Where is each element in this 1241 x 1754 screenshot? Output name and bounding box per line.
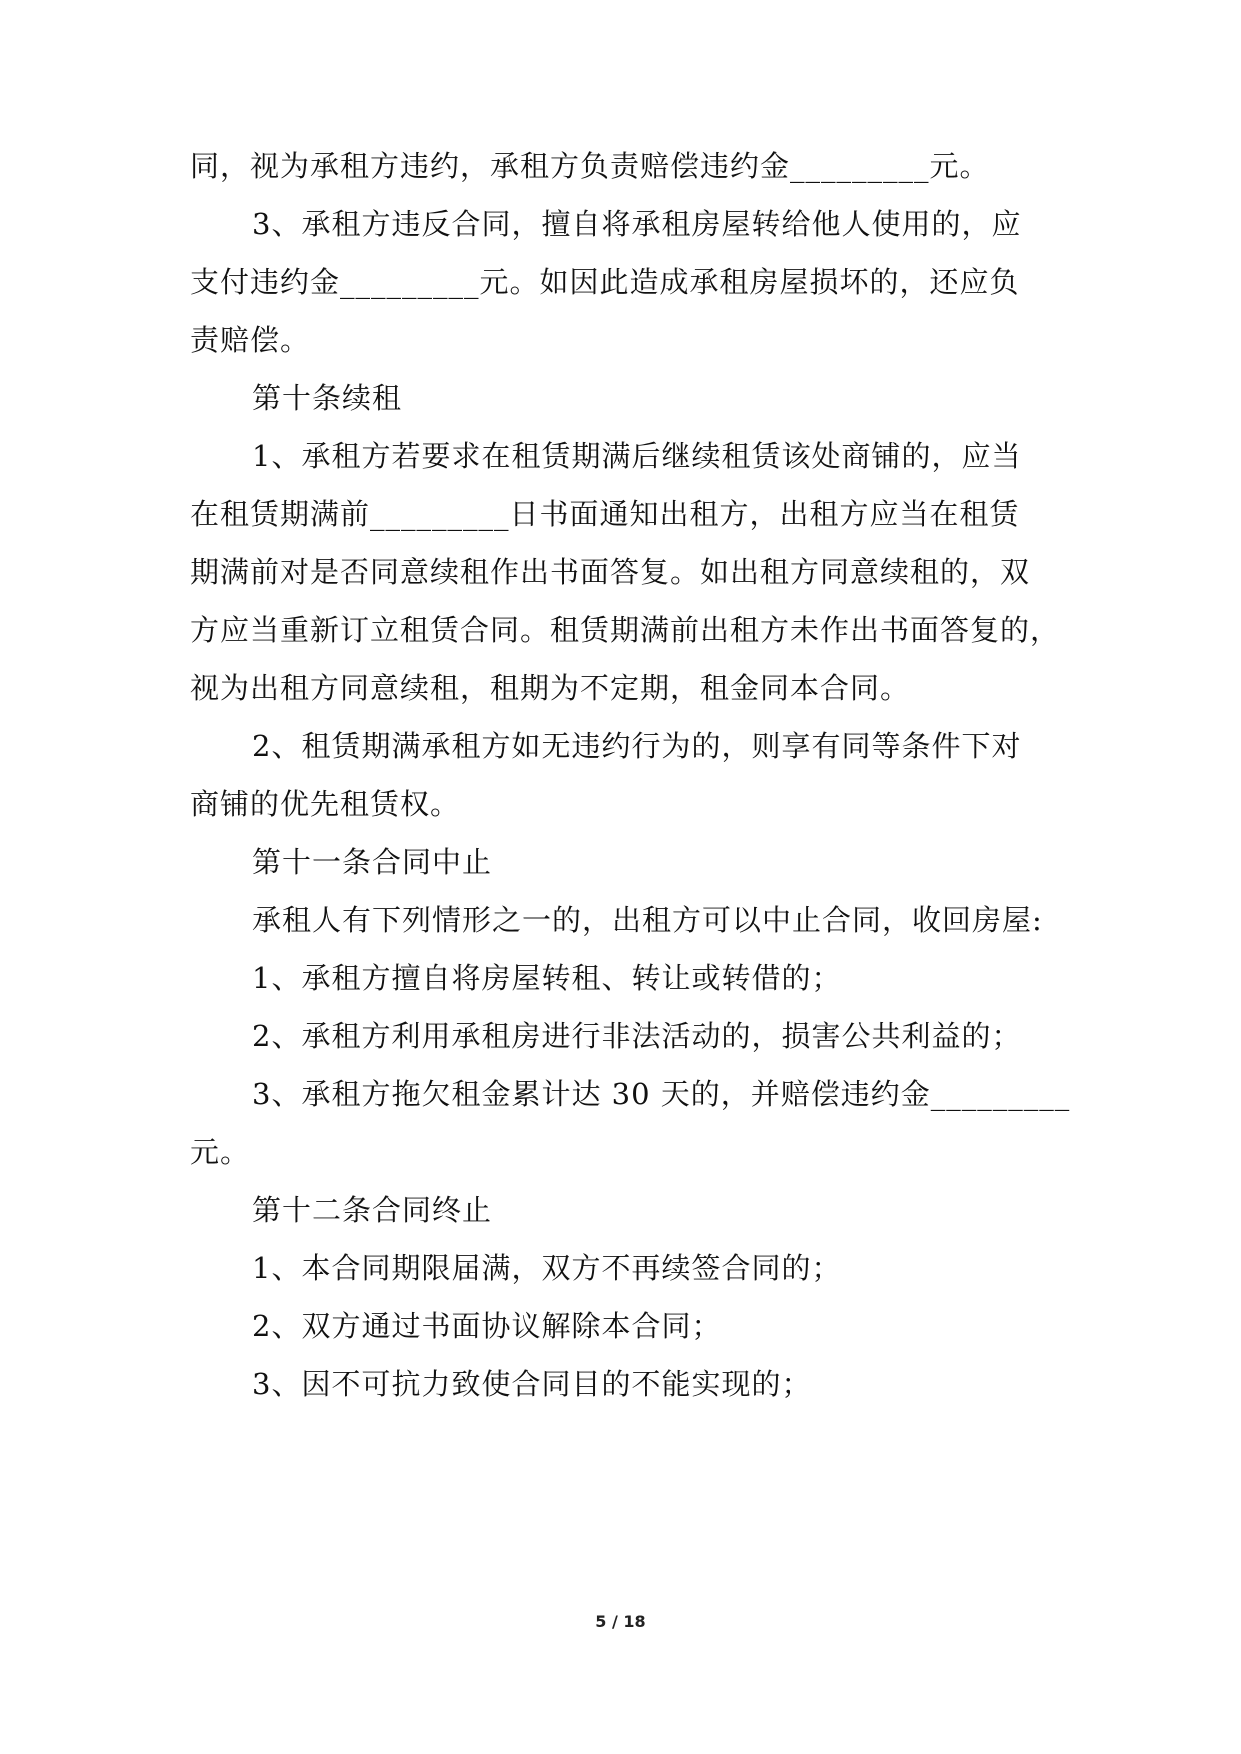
text-line: 2、双方通过书面协议解除本合同； — [252, 1309, 722, 1343]
text-line: 同，视为承租方违约，承租方负责赔偿违约金_________元。 — [190, 149, 990, 183]
section-heading: 第十一条合同中止 — [252, 845, 493, 879]
text-line: 3、因不可抗力致使合同目的不能实现的； — [252, 1367, 812, 1401]
text-line: 2、租赁期满承租方如无违约行为的，则享有同等条件下对 — [252, 729, 1022, 763]
text-line: 承租人有下列情形之一的，出租方可以中止合同，收回房屋: — [252, 903, 1043, 937]
section-heading: 第十二条合同终止 — [252, 1193, 493, 1227]
page-number: 5 / 18 — [595, 1612, 646, 1631]
text-line: 方应当重新订立租赁合同。租赁期满前出租方未作出书面答复的， — [190, 613, 1061, 647]
text-line: 商铺的优先租赁权。 — [190, 787, 461, 821]
text-line: 3、承租方拖欠租金累计达 30 天的，并赔偿违约金_________ — [252, 1077, 1071, 1111]
text-line: 支付违约金_________元。如因此造成承租房屋损坏的，还应负 — [190, 265, 1020, 299]
text-line: 在租赁期满前_________日书面通知出租方，出租方应当在租赁 — [190, 497, 1020, 531]
text-line: 1、本合同期限届满，双方不再续签合同的； — [252, 1251, 842, 1285]
section-heading: 第十条续租 — [252, 381, 403, 415]
text-line: 2、承租方利用承租房进行非法活动的，损害公共利益的； — [252, 1019, 1022, 1053]
text-line: 1、承租方擅自将房屋转租、转让或转借的； — [252, 961, 842, 995]
text-line: 1、承租方若要求在租赁期满后继续租赁该处商铺的，应当 — [252, 439, 1022, 473]
text-line: 视为出租方同意续租，租期为不定期，租金同本合同。 — [190, 671, 911, 705]
text-line: 期满前对是否同意续租作出书面答复。如出租方同意续租的，双 — [190, 555, 1031, 589]
text-line: 元。 — [190, 1135, 251, 1169]
text-line: 3、承租方违反合同，擅自将承租房屋转给他人使用的，应 — [252, 207, 1022, 241]
text-line: 责赔偿。 — [190, 323, 311, 357]
